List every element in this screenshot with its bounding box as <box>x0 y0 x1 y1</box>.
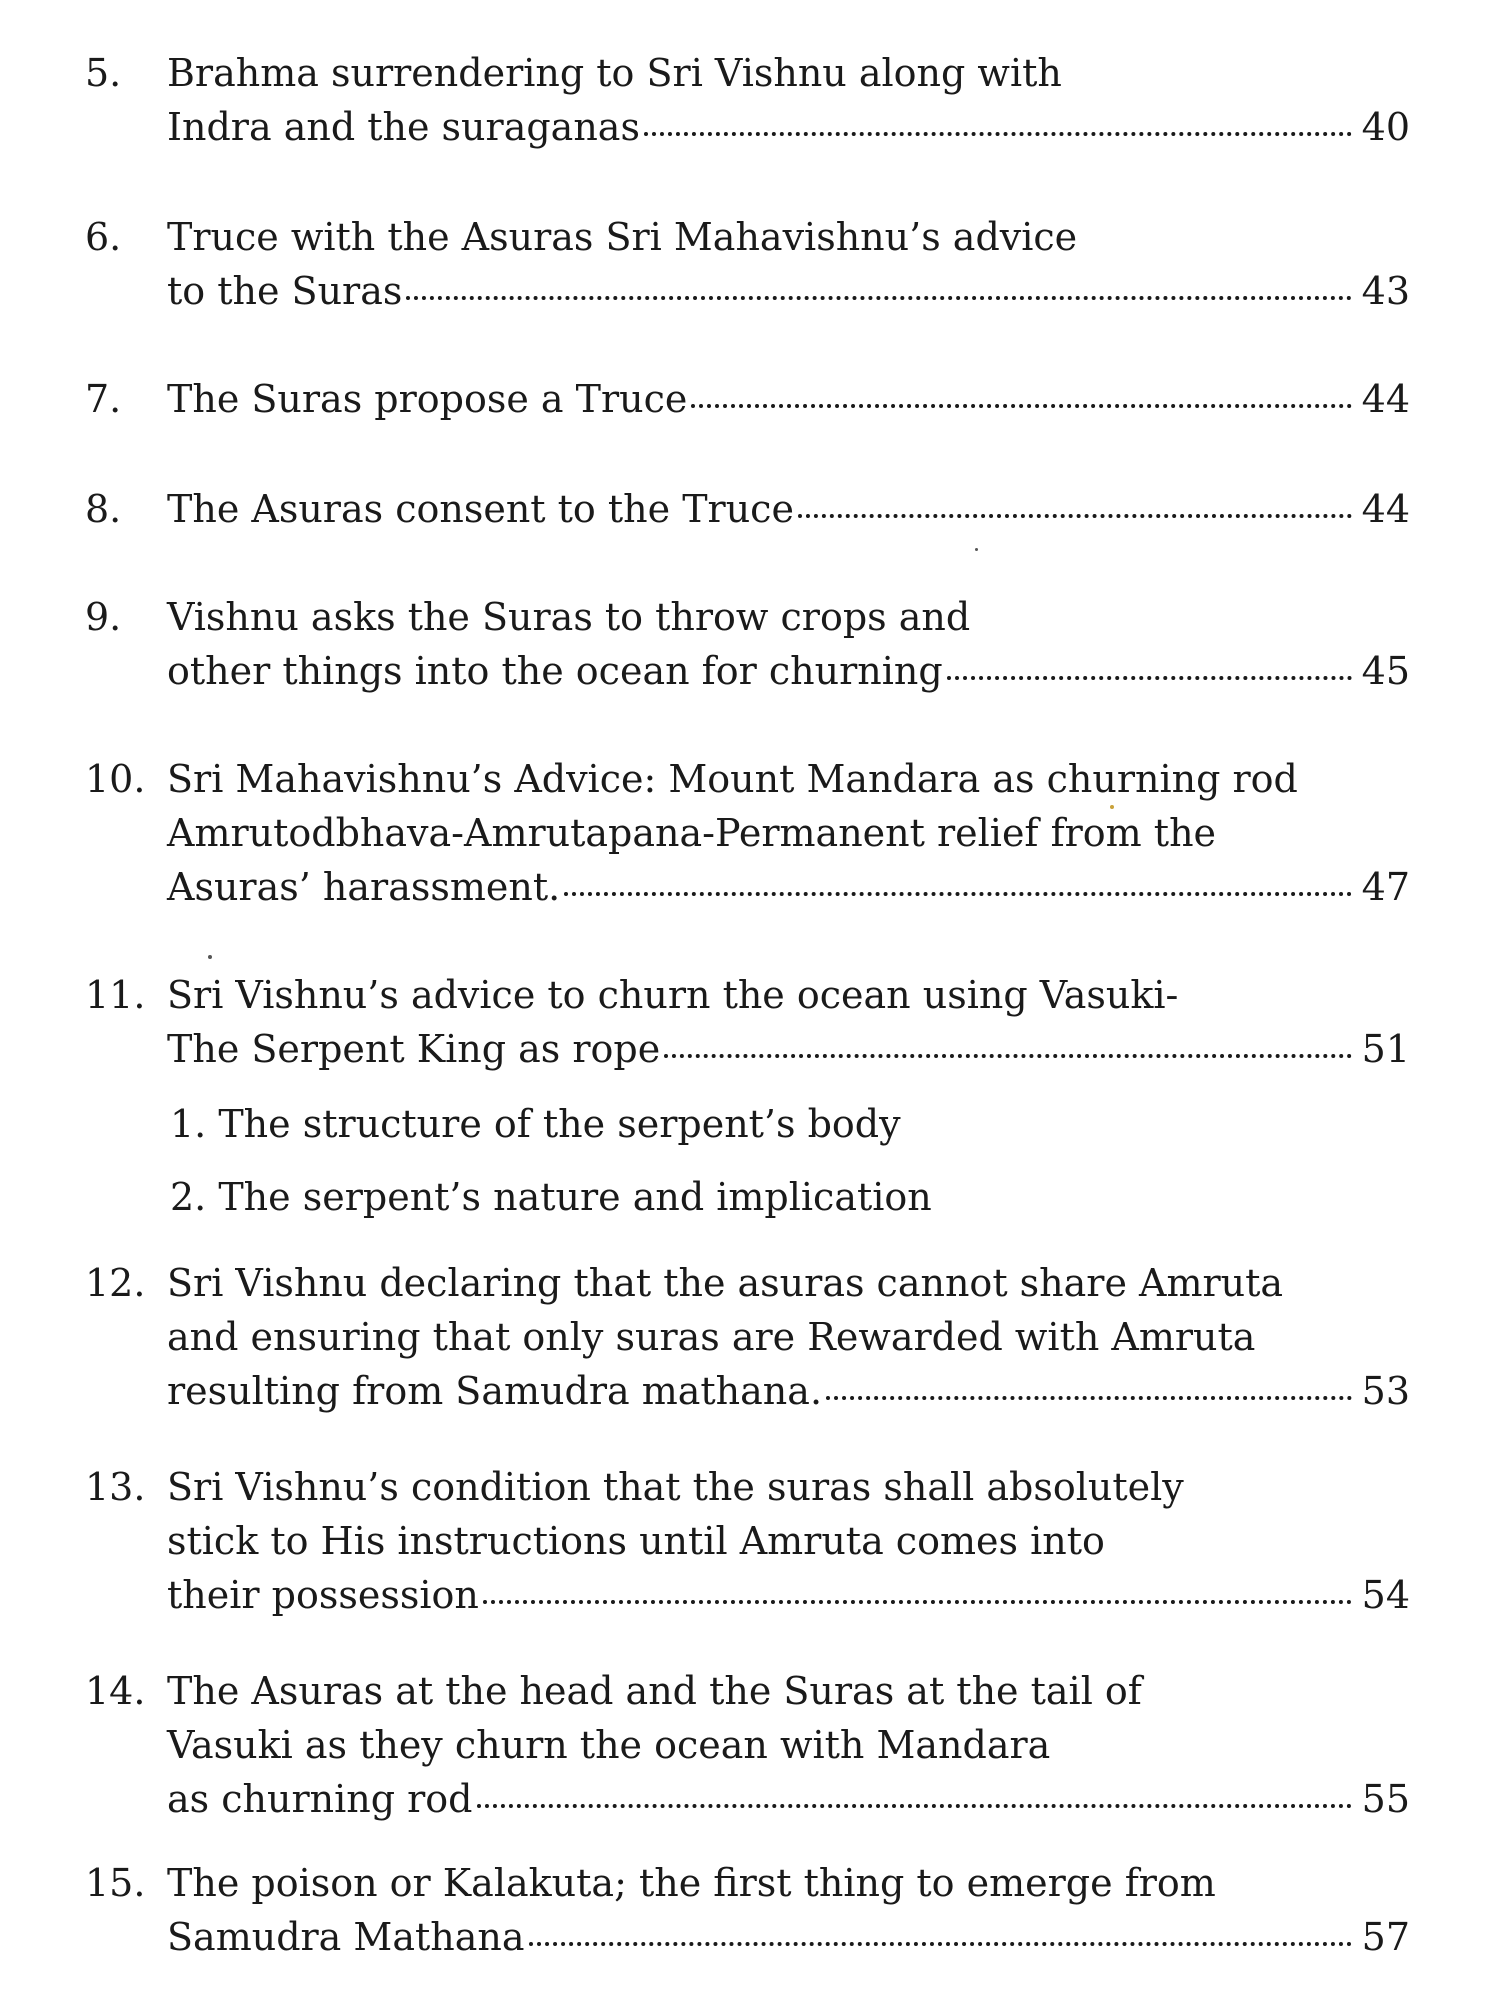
entry-title-line: Indra and the suraganas <box>167 105 640 149</box>
scan-speck <box>1110 805 1114 809</box>
entry-title-line: stick to His instructions until Amruta comes into <box>167 1519 1105 1563</box>
toc-entry-12 <box>85 1256 1410 1418</box>
entry-page-number: 57 <box>1361 1915 1410 1959</box>
entry-page-number: 51 <box>1361 1027 1410 1071</box>
entry-number: 9. <box>85 595 122 639</box>
entry-title-line: other things into the ocean for churning <box>167 649 943 693</box>
entry-number: 8. <box>85 487 122 531</box>
entry-page-number: 43 <box>1361 269 1410 313</box>
entry-title-line: The Asuras at the head and the Suras at the tail of <box>167 1669 1142 1713</box>
entry-page-number: 53 <box>1361 1369 1410 1413</box>
dot-leader <box>477 1804 1352 1808</box>
entry-title-line: The Serpent King as rope <box>167 1027 661 1071</box>
dot-leader <box>947 676 1352 680</box>
dot-leader <box>564 892 1351 896</box>
entry-number: 15. <box>85 1861 146 1905</box>
toc-entry-9 <box>85 590 1410 698</box>
toc-entry-15 <box>85 1856 1410 1964</box>
entry-title-line: Sri Vishnu’s advice to churn the ocean using Vasuki- <box>167 973 1179 1017</box>
entry-number: 14. <box>85 1669 146 1713</box>
entry-page-number: 55 <box>1361 1777 1410 1821</box>
dot-leader <box>691 404 1351 408</box>
entry-title-line: their possession <box>167 1573 479 1617</box>
dot-leader <box>664 1054 1351 1058</box>
entry-title-line: The poison or Kalakuta; the first thing to emerge from <box>167 1861 1216 1905</box>
toc-entry-7 <box>85 372 1410 426</box>
entry-title-line: Brahma surrendering to Sri Vishnu along with <box>167 51 1062 95</box>
entry-title-line: to the Suras <box>167 269 403 313</box>
entry-number: 7. <box>85 377 122 421</box>
entry-page-number: 40 <box>1361 105 1410 149</box>
scan-speck <box>208 955 212 959</box>
entry-title-line: Asuras’ harassment. <box>167 865 561 909</box>
dot-leader <box>644 132 1352 136</box>
entry-page-number: 47 <box>1361 865 1410 909</box>
entry-title-line: as churning rod <box>167 1777 473 1821</box>
toc-entry-11 <box>85 968 1410 1076</box>
entry-number: 5. <box>85 51 122 95</box>
toc-subitem: 1. The structure of the serpent’s body <box>170 1102 901 1146</box>
entry-title-line: Vasuki as they churn the ocean with Mandara <box>167 1723 1051 1767</box>
entry-title-line: The Asuras consent to the Truce <box>167 487 794 531</box>
entry-title-line: resulting from Samudra mathana. <box>167 1369 823 1413</box>
entry-page-number: 54 <box>1361 1573 1410 1617</box>
entry-title-line: Sri Mahavishnu’s Advice: Mount Mandara as churning rod <box>167 757 1298 801</box>
entry-number: 6. <box>85 215 122 259</box>
toc-entry-6 <box>85 210 1410 318</box>
entry-title-line: Amrutodbhava-Amrutapana-Permanent relief from the <box>167 811 1217 855</box>
entry-title-line: The Suras propose a Truce <box>167 377 688 421</box>
entry-page-number: 44 <box>1361 377 1410 421</box>
toc-entry-14 <box>85 1664 1410 1826</box>
toc-entry-10 <box>85 752 1410 914</box>
entry-number: 11. <box>85 973 146 1017</box>
entry-number: 12. <box>85 1261 146 1305</box>
dot-leader <box>826 1396 1352 1400</box>
dot-leader <box>798 514 1352 518</box>
toc-entry-13 <box>85 1460 1410 1622</box>
toc-subitem: 2. The serpent’s nature and implication <box>170 1175 932 1219</box>
entry-title-line: Truce with the Asuras Sri Mahavishnu’s advice <box>167 215 1078 259</box>
scan-speck <box>975 548 978 551</box>
entry-title-line: Samudra Mathana <box>167 1915 525 1959</box>
entry-title-line: Vishnu asks the Suras to throw crops and <box>167 595 971 639</box>
entry-title-line: and ensuring that only suras are Rewarded with Amruta <box>167 1315 1256 1359</box>
entry-number: 10. <box>85 757 146 801</box>
entry-title-line: Sri Vishnu declaring that the asuras cannot share Amruta <box>167 1261 1284 1305</box>
dot-leader <box>529 1942 1352 1946</box>
entry-title-line: Sri Vishnu’s condition that the suras shall absolutely <box>167 1465 1184 1509</box>
entry-number: 13. <box>85 1465 146 1509</box>
toc-entry-5 <box>85 46 1410 154</box>
entry-page-number: 45 <box>1361 649 1410 693</box>
dot-leader <box>406 296 1351 300</box>
toc-entry-8 <box>85 482 1410 536</box>
entry-page-number: 44 <box>1361 487 1410 531</box>
dot-leader <box>483 1600 1352 1604</box>
